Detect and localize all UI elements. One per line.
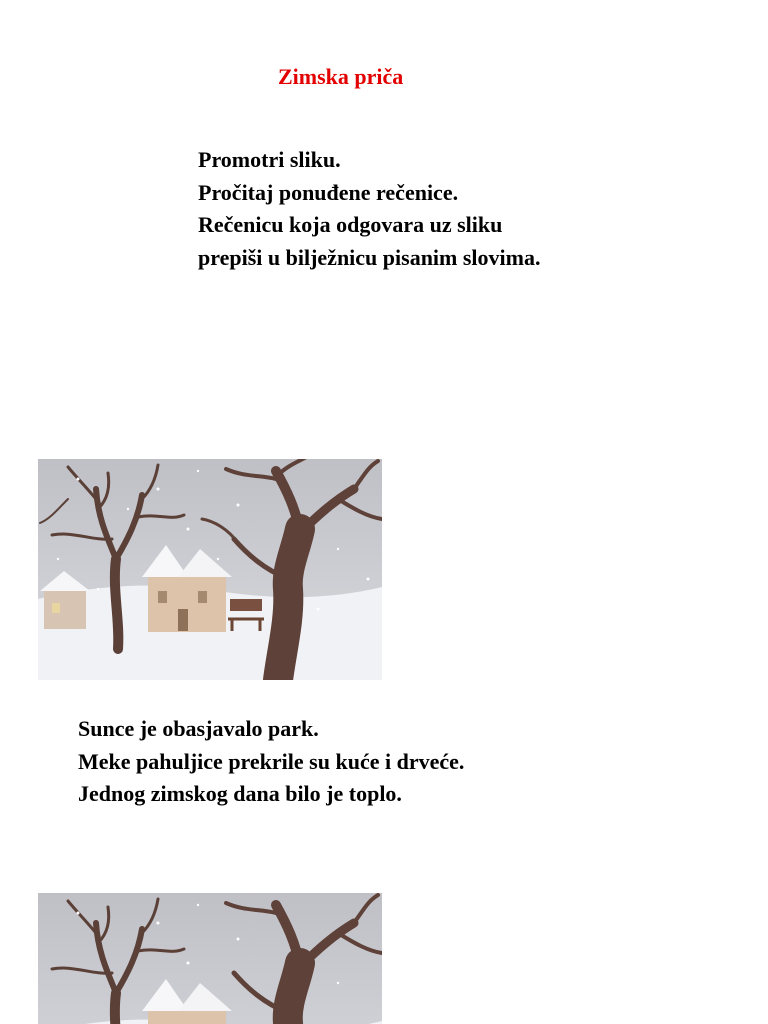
winter-scene-drawing — [38, 459, 382, 680]
winter-scene-image-repeat — [38, 893, 382, 1024]
instruction-line: prepiši u bilježnicu pisanim slovima. — [198, 244, 541, 270]
instruction-line: Rečenicu koja odgovara uz sliku — [198, 212, 503, 237]
page-title: Zimska priča — [278, 64, 404, 89]
sentence-option: Meke pahuljice prekrile su kuće i drveće. — [78, 748, 465, 774]
instruction-line: Pročitaj ponuđene rečenice. — [198, 179, 459, 205]
winter-scene-drawing-repeat — [38, 893, 382, 1024]
sentence-choices — [78, 713, 464, 811]
instructions-block — [198, 144, 540, 274]
winter-scene-image — [38, 459, 382, 680]
instruction-line: Promotri sliku. — [198, 147, 341, 172]
sentence-option: Sunce je obasjavalo park. — [78, 716, 319, 741]
sentence-option: Jednog zimskog dana bilo je toplo. — [78, 781, 402, 806]
